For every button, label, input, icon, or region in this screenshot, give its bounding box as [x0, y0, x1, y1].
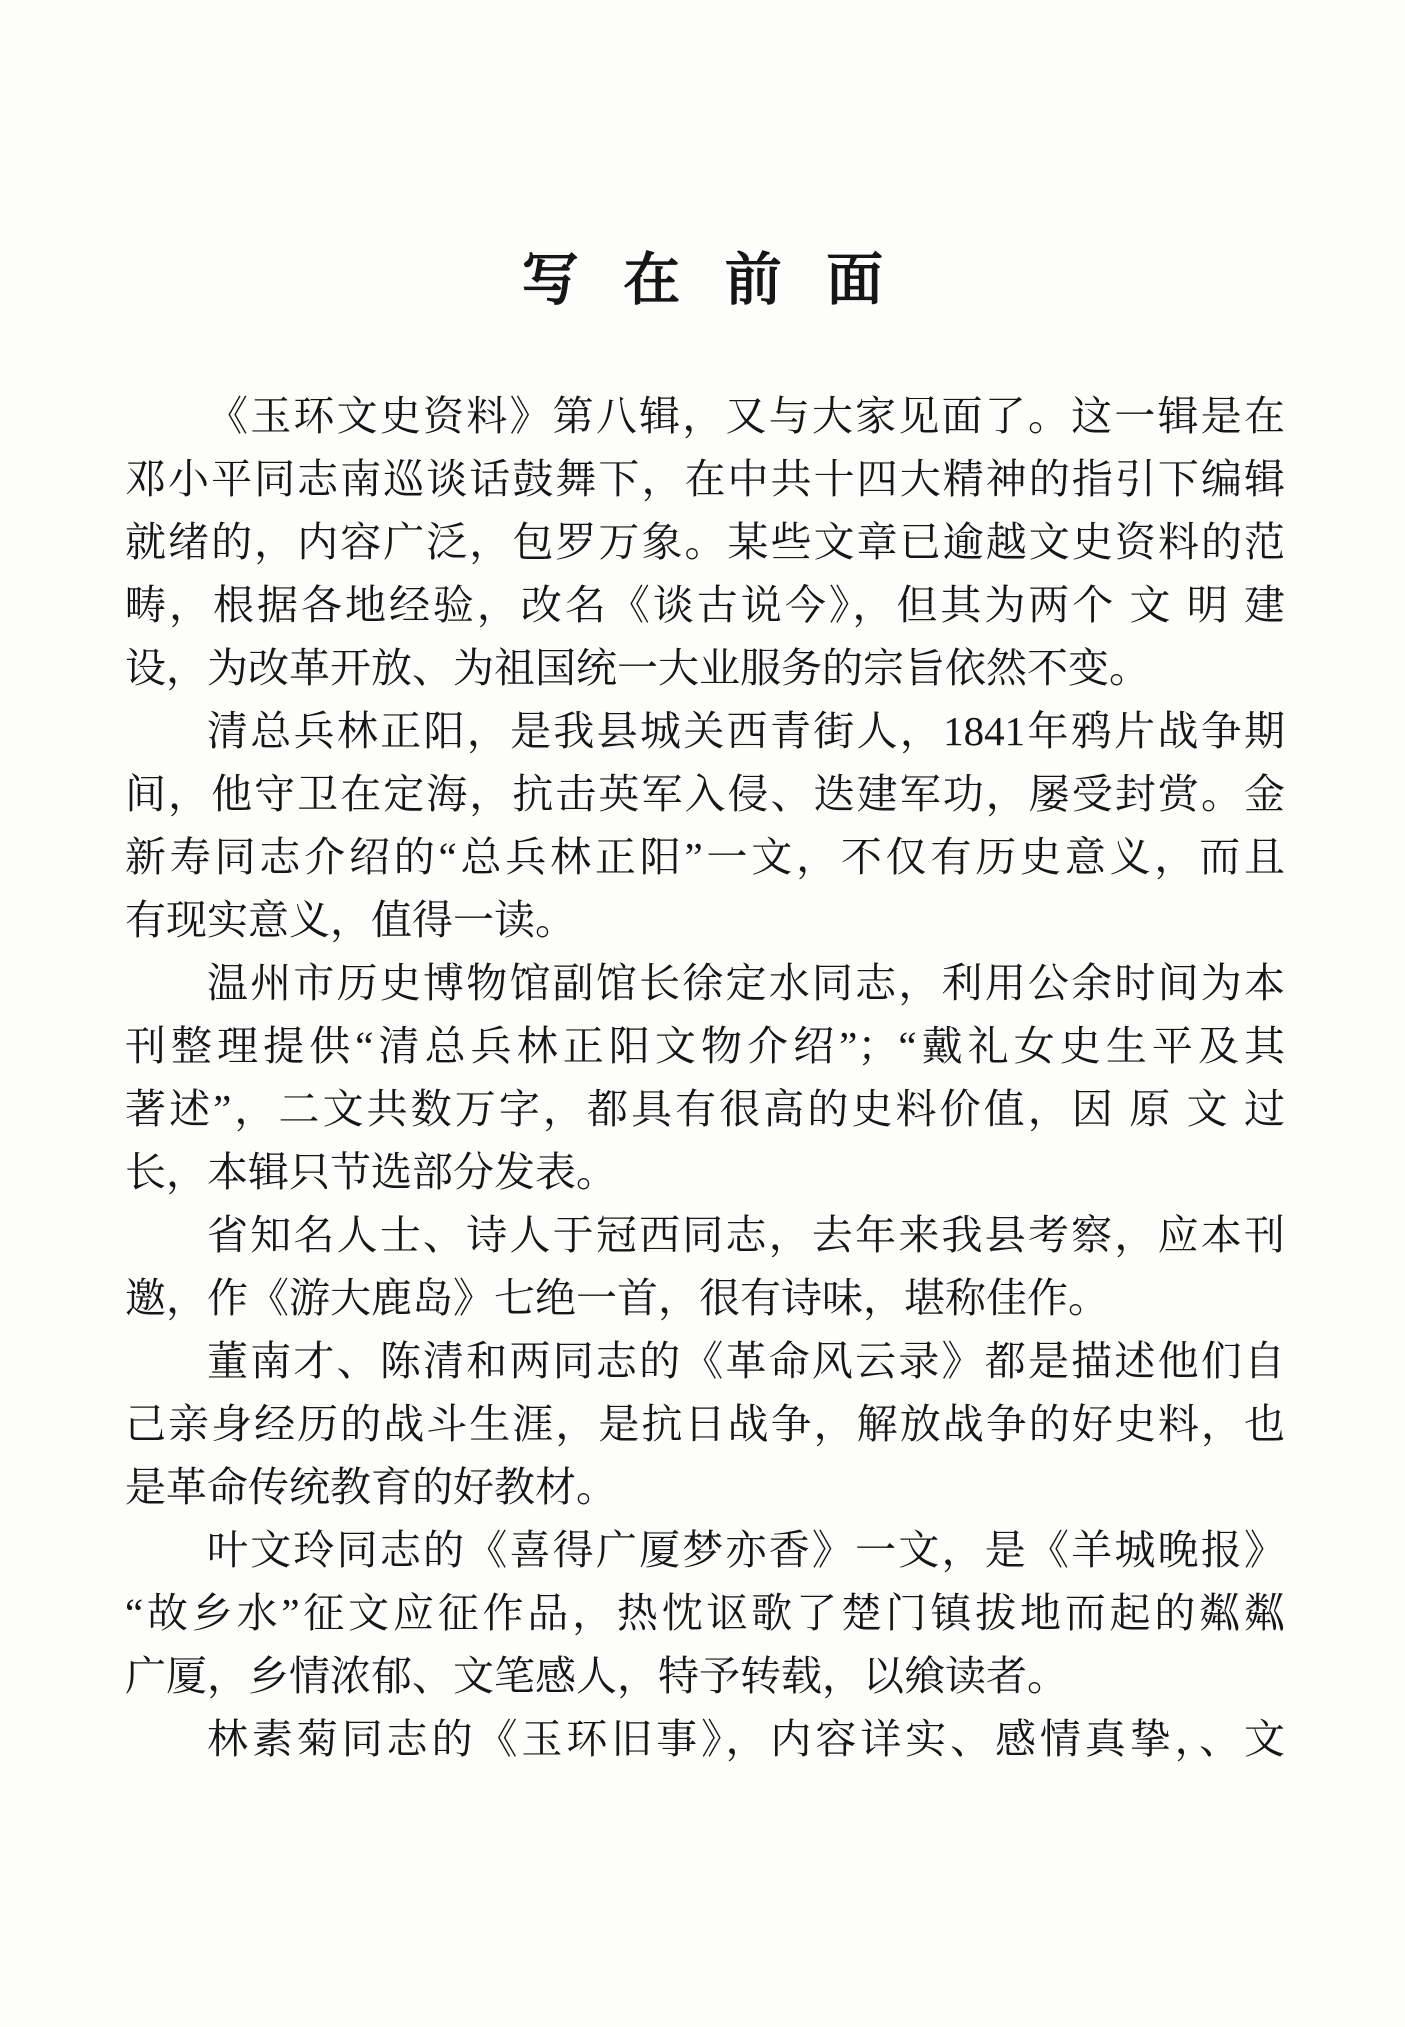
- text-line: 新寿同志介绍的“总兵林正阳”一文，不仅有历史意义，而且: [125, 834, 1285, 880]
- text-line: 董南才、陈清和两同志的《革命风云录》都是描述他们自: [207, 1338, 1285, 1384]
- text-line: 设，为改革开放、为祖国统一大业服务的宗旨依然不变。: [125, 645, 1150, 691]
- text-line: 林素菊同志的《玉环旧事》，内容详实、感情真挚，、文: [207, 1716, 1285, 1762]
- page-title: 写在前面: [521, 249, 928, 312]
- text-line: 畴，根据各地经验，改名《谈古说今》，但其为两个 文 明 建: [125, 582, 1285, 628]
- text-line: 温州市历史博物馆副馆长徐定水同志，利用公余时间为本: [207, 960, 1285, 1006]
- text-line: 间，他守卫在定海，抗击英军入侵、迭建军功，屡受封赏。金: [125, 771, 1285, 817]
- text-line: 有现实意义，值得一读。: [125, 897, 576, 943]
- text-line: 己亲身经历的战斗生涯，是抗日战争，解放战争的好史料，也: [125, 1401, 1285, 1447]
- text-line: 邀，作《游大鹿岛》七绝一首，很有诗味，堪称佳作。: [125, 1275, 1109, 1321]
- text-line: 《玉环文史资料》第八辑，又与大家见面了。这一辑是在: [207, 393, 1285, 439]
- text-line: 邓小平同志南巡谈话鼓舞下，在中共十四大精神的指引下编辑: [125, 456, 1285, 502]
- text-line: “故乡水”征文应征作品，热忱讴歌了楚门镇拔地而起的粼粼: [125, 1590, 1285, 1636]
- text-line: 省知名人士、诗人于冠西同志，去年来我县考察，应本刊: [207, 1212, 1285, 1258]
- text-line: 广厦，乡情浓郁、文笔感人，特予转载，以飨读者。: [125, 1653, 1068, 1699]
- text-line: 长，本辑只节选部分发表。: [125, 1149, 617, 1195]
- text-line: 叶文玲同志的《喜得广厦梦亦香》一文，是《羊城晚报》: [207, 1527, 1285, 1573]
- text-line: 就绪的，内容广泛，包罗万象。某些文章已逾越文史资料的范: [125, 519, 1285, 565]
- text-line: 清总兵林正阳，是我县城关西青街人，1841年鸦片战争期: [207, 708, 1285, 754]
- text-line: 刊整理提供“清总兵林正阳文物介绍”；“戴礼女史生平及其: [125, 1023, 1285, 1069]
- text-line: 著述”，二文共数万字，都具有很高的史料价值，因 原 文 过: [125, 1086, 1285, 1132]
- text-line: 是革命传统教育的好教材。: [125, 1464, 617, 1510]
- page-body: [125, 385, 1285, 1771]
